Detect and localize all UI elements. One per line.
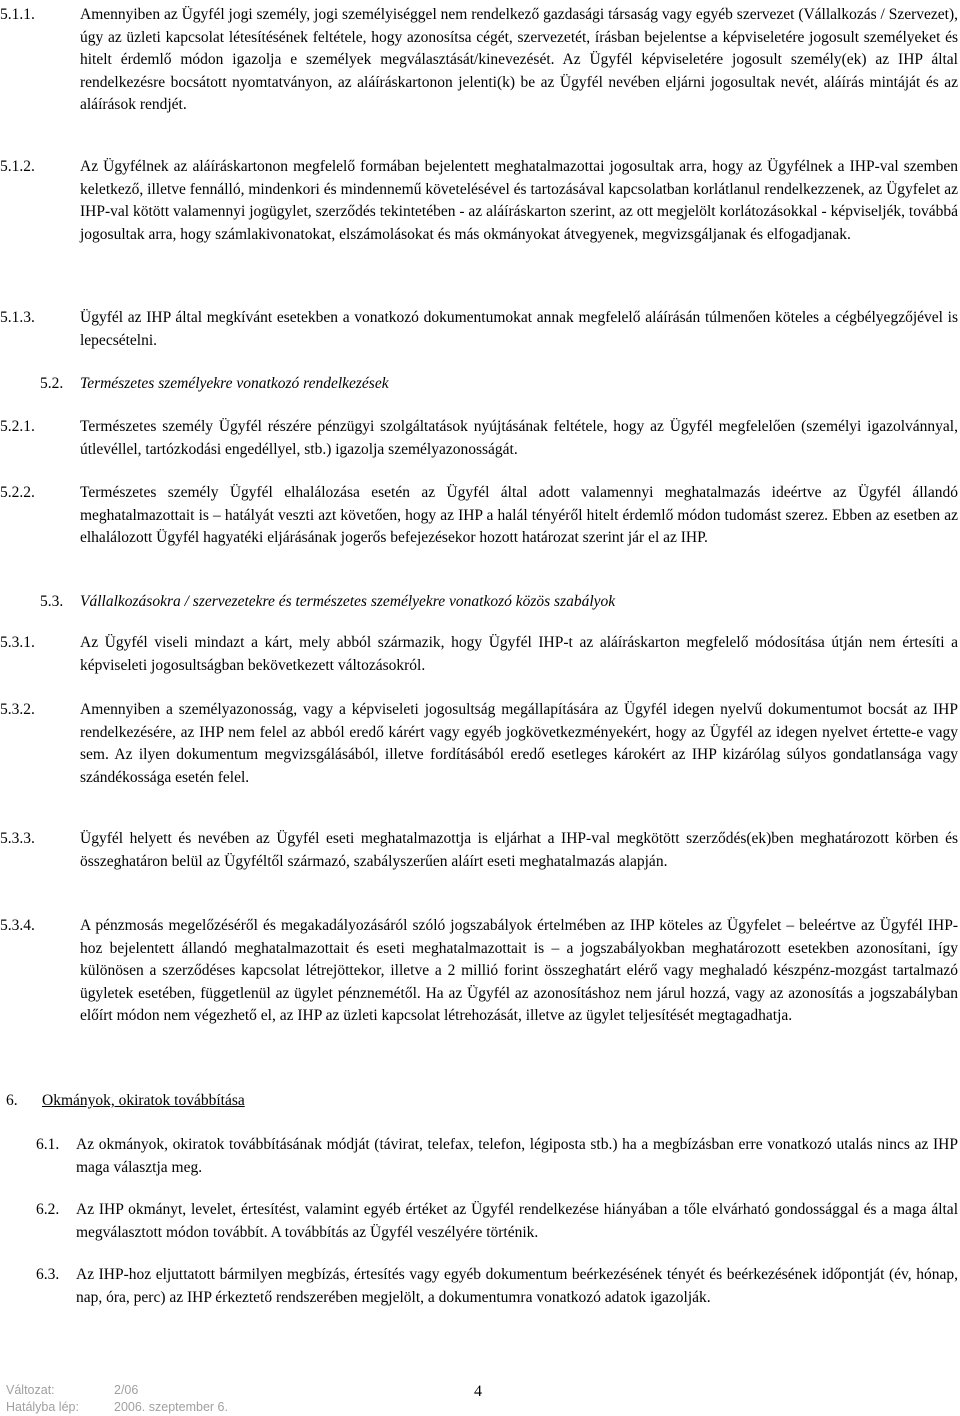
- clause-number: 5.1.3.: [0, 309, 35, 326]
- clause-5-1-3: [0, 307, 958, 352]
- clause-number: 6.2.: [36, 1201, 60, 1218]
- clause-6-1: [36, 1134, 958, 1179]
- clause-5-2-2: [0, 482, 958, 550]
- heading-text: Okmányok, okiratok továbbítása: [42, 1092, 245, 1109]
- clause-text: Az IHP okmányt, levelet, értesítést, valamint egyéb értéket az Ügyfél rendelkezése hiányában a tőle elvárható gondossággal és a maga által megválasztott módon továbbít. A továbbítás az Ügyfél veszélyére történik.: [76, 1201, 958, 1241]
- footer-effective-value: 2006. szeptember 6.: [114, 1400, 228, 1414]
- clause-number: 6.3.: [36, 1266, 60, 1283]
- heading-number: 5.2.: [40, 375, 64, 392]
- clause-6-3: [36, 1264, 958, 1309]
- clause-5-3-4: [0, 915, 958, 1028]
- clause-5-1-1: [0, 4, 958, 117]
- section-heading-5-3: [40, 591, 615, 614]
- clause-text: Az Ügyfélnek az aláíráskartonon megfelelő formában bejelentett meghatalmazottai jogosultak arra, hogy az Ügyfélnek a IHP-val szemben keletkező, illetve fennálló, mindenkori és mindennemű követelésével és tartozásával kapcsolatban korlátlanul rendelkezzenek, az Ügyfelet az IHP-val kötött valamennyi jogügylet, szerződés tekintetében - az aláíráskarton szerint, az ott megjelölt korlátozásokkal - képviseljék, továbbá jogosultak arra, hogy számlakivonatokat, elszámolásokat és más okmányokat átvegyenek, megvizsgáljanak és elfogadjanak.: [80, 158, 958, 243]
- footer-version-label: Változat:: [6, 1383, 55, 1397]
- heading-number: 6.: [6, 1092, 18, 1109]
- footer-effective-label: Hatályba lép:: [6, 1400, 79, 1414]
- footer-effective: [6, 1399, 228, 1416]
- section-heading-5-2: [40, 373, 389, 396]
- clause-text: A pénzmosás megelőzéséről és megakadályozásáról szóló jogszabályok értelmében az IHP köteles az Ügyfelet – beleértve az Ügyfél IHP-hoz bejelentett állandó meghatalmazottait és eseti meghatalmazottait is – a jogszabályokban meghatározott esetekben azonosítani, így különösen a szerződéses kapcsolat létrejöttekor, illetve a 2 millió forint összeghatárt elérő vagy meghaladó készpénz-mozgást tartalmazó ügyletek esetében, függetlenül az ügylet pénznemétől. Ha az Ügyfél az azonosításhoz nem járul hozzá, vagy az azonosítás a jogszabályban előírt módon nem végezhető el, az IHP az üzleti kapcsolat létrehozását, illetve az ügylet teljesítését megtagadhatja.: [80, 917, 958, 1024]
- page-footer: [6, 1382, 228, 1416]
- clause-text: Az IHP-hoz eljuttatott bármilyen megbízás, értesítés vagy egyéb dokumentum beérkezésének tényét és beérkezésének időpontját (év, hónap, nap, óra, perc) az IHP érkeztető rendszerében megjelölt, a dokumentumra vonatkozó adatok igazolják.: [76, 1266, 958, 1306]
- clause-5-3-1: [0, 632, 958, 677]
- clause-number: 5.3.3.: [0, 830, 35, 847]
- clause-text: Ügyfél az IHP által megkívánt esetekben a vonatkozó dokumentumokat annak megfelelő aláírásán túlmenően köteles a cégbélyegzőjével is lepecsételni.: [80, 309, 958, 349]
- clause-5-1-2: [0, 156, 958, 246]
- clause-text: Az Ügyfél viseli mindazt a kárt, mely abból származik, hogy Ügyfél IHP-t az aláíráskarton megfelelő módosítása útján nem értesíti a képviseleti jogosultságban bekövetkezett változásokról.: [80, 634, 958, 674]
- clause-text: Amennyiben az Ügyfél jogi személy, jogi személyiséggel nem rendelkező gazdasági társaság vagy egyéb szervezet (Vállalkozás / Szervezet), úgy az üzleti kapcsolat létesítésének feltétele, hogy azonosítsa cégét, szervezetét, írásban bejelentse a képviseletére jogosult személyeket és hitelt érdemlő módon igazolja e személyek megválasztását/kinevezését. Az Ügyfél képviseletére jogosult személy(ek) az IHP által rendelkezésre bocsátott nyomtatványon, az aláíráskartonon jelenti(k) be az Ügyfél nevében eljárni jogosultak nevét, aláírás mintáját és az aláírások rendjét.: [80, 6, 958, 113]
- heading-number: 5.3.: [40, 593, 64, 610]
- clause-number: 5.2.2.: [0, 484, 35, 501]
- clause-number: 5.3.1.: [0, 634, 35, 651]
- heading-text: Vállalkozásokra / szervezetekre és természetes személyekre vonatkozó közös szabályok: [80, 593, 616, 610]
- clause-text: Az okmányok, okiratok továbbításának módját (távirat, telefax, telefon, légiposta stb.) ha a megbízásban erre vonatkozó utalás nincs az IHP maga választja meg.: [76, 1136, 958, 1176]
- clause-6-2: [36, 1199, 958, 1244]
- clause-5-2-1: [0, 416, 958, 461]
- clause-text: Amennyiben a személyazonosság, vagy a képviseleti jogosultság megállapítására az Ügyfél idegen nyelvű dokumentumot bocsát az IHP rendelkezésére, az IHP nem felel az abból eredő kárért vagy egyéb jogkövetkezményekért, hogy az Ügyfél az idegen nyelvet értette-e vagy sem. Az ilyen dokumentum megvizsgálásából, illetve fordításából eredő esetleges károkért az IHP kizárólag súlyos gondatlansága vagy szándékossága esetén felel.: [80, 701, 958, 786]
- clause-text: Természetes személy Ügyfél részére pénzügyi szolgáltatások nyújtásának feltétele, hogy az Ügyfél megfelelően (személyi igazolvánnyal, útlevéllel, tartózkodási engedéllyel, stb.) igazolja személyazonosságát.: [80, 418, 958, 458]
- clause-number: 6.1.: [36, 1136, 60, 1153]
- section-heading-6: [6, 1090, 245, 1113]
- clause-text: Ügyfél helyett és nevében az Ügyfél eseti meghatalmazottja is eljárhat a IHP-val megkötött szerződés(ek)ben meghatározott körben és összeghatáron belül az Ügyféltől származó, szabályszerűen aláírt eseti meghatalmazás alapján.: [80, 830, 958, 870]
- footer-version: [6, 1382, 228, 1399]
- clause-number: 5.3.4.: [0, 917, 35, 934]
- clause-5-3-2: [0, 699, 958, 789]
- clause-text: Természetes személy Ügyfél elhalálozása esetén az Ügyfél által adott valamennyi meghatalmazás ideértve az Ügyfél állandó meghatalmazottait is – hatályát veszti azt követően, hogy az IHP a halál tényéről hitelt érdemlő módon tudomást szerez. Ebben az esetben az elhalálozott Ügyfél hagyatéki eljárásának jogerős befejezésekor hozott határozat szerint jár el az IHP.: [80, 484, 958, 546]
- page-number: 4: [474, 1383, 482, 1400]
- clause-number: 5.1.2.: [0, 158, 35, 175]
- clause-number: 5.1.1.: [0, 6, 35, 23]
- clause-number: 5.2.1.: [0, 418, 35, 435]
- clause-number: 5.3.2.: [0, 701, 35, 718]
- footer-version-value: 2/06: [114, 1383, 139, 1397]
- clause-5-3-3: [0, 828, 958, 873]
- heading-text: Természetes személyekre vonatkozó rendelkezések: [80, 375, 389, 392]
